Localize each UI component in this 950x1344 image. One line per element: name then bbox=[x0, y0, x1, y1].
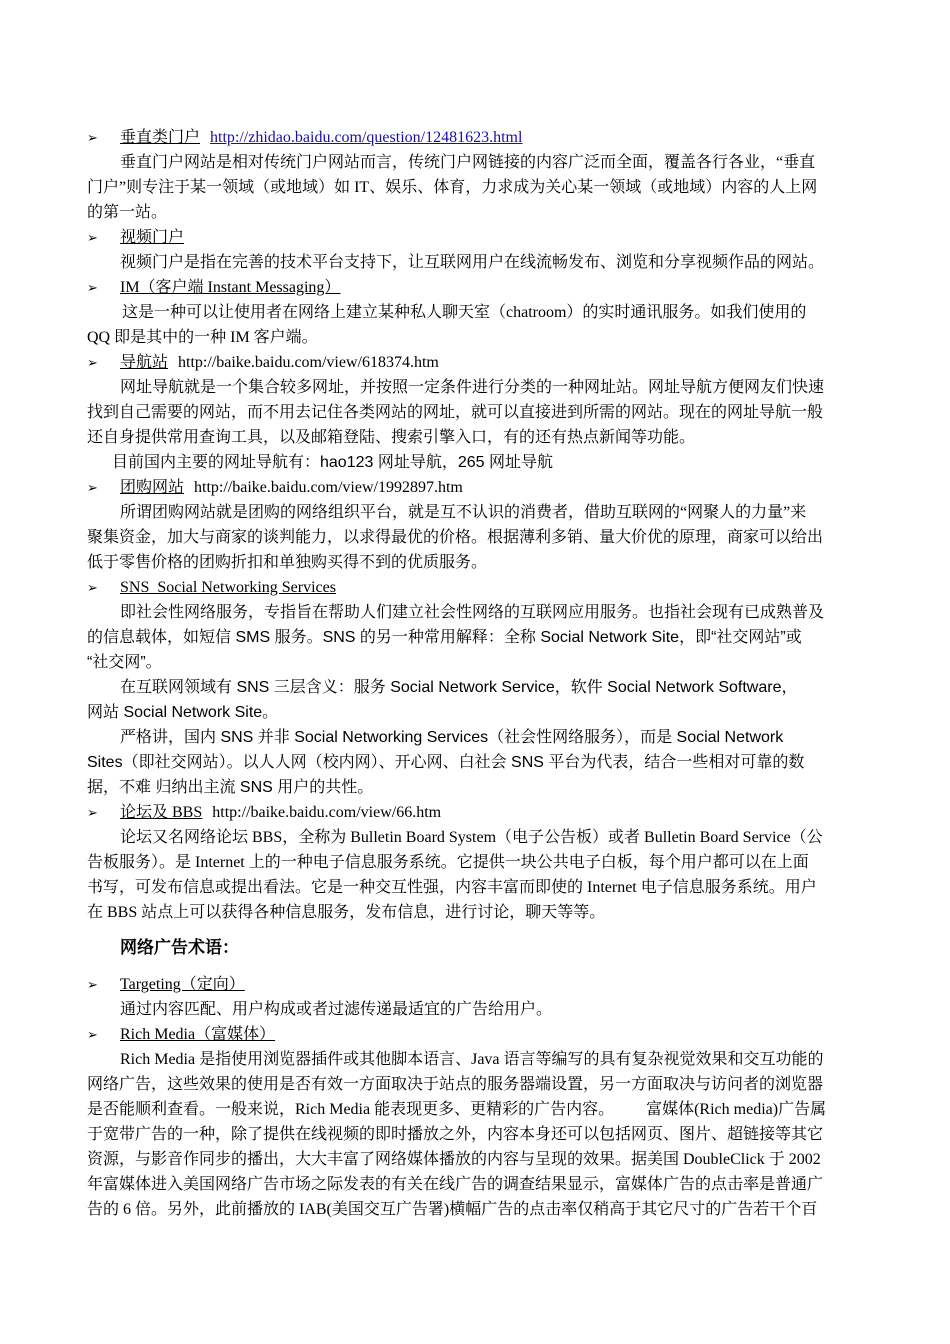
body-text: QQ 即是其中的一种 IM 客户端。 bbox=[87, 329, 318, 346]
body-text: 聚集资金，加大与商家的谈判能力，以求得最优的价格。根据薄利多销、量大价优的原理，商家可以给出 bbox=[87, 529, 824, 546]
reference-url: http://baike.baidu.com/view/1992897.htm bbox=[194, 479, 463, 496]
list-item bbox=[87, 126, 522, 150]
term-label: SNS Social Networking Services bbox=[120, 579, 336, 596]
body-text: 的第一站。 bbox=[87, 204, 168, 221]
body-text: 还自身提供常用查询工具，以及邮箱登陆、搜索引擎入口，有的还有热点新闻等功能。 bbox=[87, 429, 696, 446]
body-text: 告的 6 倍。另外，此前播放的 IAB(美国交互广告署)横幅广告的点击率仅稍高于其它尺寸的广告若干个百 bbox=[87, 1201, 818, 1218]
body-text: 门户”则专注于某一领域（或地域）如 IT、娱乐、体育，力求成为关心某一领域（或地域）内容的人上网 bbox=[87, 179, 818, 196]
body-text: 书写，可发布信息或提出看法。它是一种交互性强，内容丰富而即使的 Internet 电子信息服务系统。用户 bbox=[87, 879, 817, 896]
body-text: 即社会性网络服务，专指旨在帮助人们建立社会性网络的互联网应用服务。也指社会现有已成熟普及 bbox=[120, 604, 825, 621]
body-text: 所谓团购网站就是团购的网络组织平台，就是互不认识的消费者，借助互联网的“网聚人的力量”来 bbox=[120, 504, 807, 521]
body-text: 目前国内主要的网址导航有：hao123 网址导航，265 网址导航 bbox=[112, 454, 553, 471]
term-label: 视频门户 bbox=[120, 229, 185, 246]
reference-url: http://baike.baidu.com/view/66.htm bbox=[212, 804, 442, 821]
body-text: 年富媒体进入美国网络广告市场之际发表的有关在线广告的调查结果显示，富媒体广告的点击率是普通广 bbox=[87, 1176, 824, 1193]
body-text: 找到自己需要的网站，而不用去记住各类网站的网址，就可以直接进到所需的网站。现在的网址导航一般 bbox=[87, 404, 824, 421]
list-item bbox=[87, 1023, 275, 1047]
body-text: Sites（即社交网站）。以人人网（校内网）、开心网、白社会 SNS 平台为代表，结合一些相对可靠的数 bbox=[87, 754, 805, 771]
body-text: 于宽带广告的一种，除了提供在线视频的即时播放之外，内容本身还可以包括网页、图片、超链接等其它 bbox=[87, 1126, 824, 1143]
term-label: Targeting（定向） bbox=[120, 976, 245, 993]
body-text: 网络广告，这些效果的使用是否有效一方面取决于站点的服务器端设置，另一方面取决与访问者的浏览器 bbox=[87, 1076, 824, 1093]
arrow-bullet-icon: ➢ bbox=[87, 1028, 98, 1043]
arrow-bullet-icon: ➢ bbox=[87, 806, 98, 821]
reference-url: http://baike.baidu.com/view/618374.htm bbox=[178, 354, 439, 371]
body-text: 据，不难 归纳出主流 SNS 用户的共性。 bbox=[87, 779, 374, 796]
list-item bbox=[87, 351, 439, 375]
arrow-bullet-icon: ➢ bbox=[87, 581, 98, 596]
body-text: 是否能顺利查看。一般来说，Rich Media 能表现更多、更精彩的广告内容。 富媒体(Rich media)广告属 bbox=[87, 1101, 827, 1118]
reference-link[interactable]: http://zhidao.baidu.com/question/12481623.html bbox=[210, 129, 523, 146]
body-text: 告板服务）。是 Internet 上的一种电子信息服务系统。它提供一块公共电子白板，每个用户都可以在上面 bbox=[87, 854, 809, 871]
body-text: 的信息载体，如短信 SMS 服务。SNS 的另一种常用解释：全称 Social Network Site，即“社交网站”或 bbox=[87, 629, 802, 646]
body-text: 视频门户是指在完善的技术平台支持下，让互联网用户在线流畅发布、浏览和分享视频作品的网站。 bbox=[120, 254, 825, 271]
list-item bbox=[87, 476, 463, 500]
body-text: Rich Media 是指使用浏览器插件或其他脚本语言、Java 语言等编写的具有复杂视觉效果和交互功能的 bbox=[120, 1051, 824, 1068]
body-text: 在互联网领域有 SNS 三层含义：服务 Social Network Service，软件 Social Network Software， bbox=[120, 679, 798, 696]
list-item bbox=[87, 801, 441, 825]
arrow-bullet-icon: ➢ bbox=[87, 356, 98, 371]
arrow-bullet-icon: ➢ bbox=[87, 978, 98, 993]
term-label: 团购网站 bbox=[120, 479, 185, 496]
body-text: 在 BBS 站点上可以获得各种信息服务，发布信息，进行讨论，聊天等等。 bbox=[87, 904, 606, 921]
body-text: 垂直门户网站是相对传统门户网站而言，传统门户网链接的内容广泛而全面，覆盖各行各业，“垂直 bbox=[120, 154, 816, 171]
body-text: 网址导航就是一个集合较多网址，并按照一定条件进行分类的一种网址站。网址导航方便网友们快速 bbox=[120, 379, 825, 396]
body-text: 低于零售价格的团购折扣和单独购买得不到的优质服务。 bbox=[87, 554, 488, 571]
body-text: “社交网”。 bbox=[87, 654, 162, 671]
arrow-bullet-icon: ➢ bbox=[87, 231, 98, 246]
list-item bbox=[87, 576, 336, 600]
arrow-bullet-icon: ➢ bbox=[87, 281, 98, 296]
body-text: 网站 Social Network Site。 bbox=[87, 704, 279, 721]
term-label: 垂直类门户 bbox=[120, 129, 201, 146]
term-label: Rich Media（富媒体） bbox=[120, 1026, 276, 1043]
body-text: 资源，与影音作同步的播出，大大丰富了网络媒体播放的内容与呈现的效果。据美国 DoubleClick 于 2002 bbox=[87, 1151, 821, 1168]
body-text: 严格讲，国内 SNS 并非 Social Networking Services（社会性网络服务），而是 Social Network bbox=[120, 729, 784, 746]
section-heading: 网络广告术语： bbox=[120, 938, 239, 957]
body-text: 论坛又名网络论坛 BBS，全称为 Bulletin Board System（电子公告板）或者 Bulletin Board Service（公 bbox=[120, 829, 823, 846]
term-label: 论坛及 BBS bbox=[120, 804, 203, 821]
arrow-bullet-icon: ➢ bbox=[87, 131, 98, 146]
body-text: 通过内容匹配、用户构成或者过滤传递最适宜的广告给用户。 bbox=[120, 1001, 553, 1018]
body-text: 这是一种可以让使用者在网络上建立某种私人聊天室（chatroom）的实时通讯服务。如我们使用的 bbox=[122, 304, 807, 321]
list-item bbox=[87, 276, 340, 300]
arrow-bullet-icon: ➢ bbox=[87, 481, 98, 496]
list-item bbox=[87, 226, 184, 250]
term-label: IM（客户端 Instant Messaging） bbox=[120, 279, 341, 296]
term-label: 导航站 bbox=[120, 354, 169, 371]
list-item bbox=[87, 973, 245, 997]
